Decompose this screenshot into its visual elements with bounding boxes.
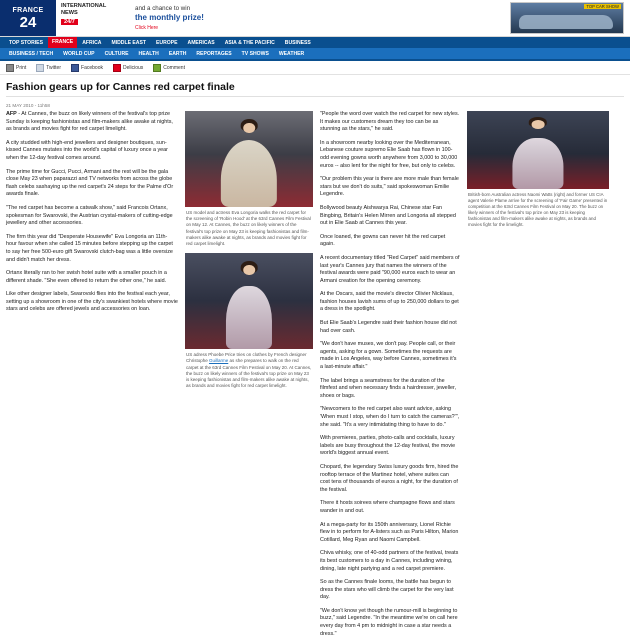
article-body — [0, 111, 630, 644]
paragraph: But Elie Saab's Legendre said their fashion house did not had over cash. — [320, 320, 457, 334]
paragraph: Bollywood beauty Aishwarya Rai, Chinese star Fan Bingbing, Britain's Helen Mirren and Longoria all stepped out in Elie Saab at Cannes this year. — [320, 204, 456, 227]
promo-banner[interactable] — [131, 0, 508, 36]
subnav-item-health[interactable]: HEALTH — [138, 50, 159, 57]
ad-image[interactable] — [510, 2, 624, 34]
paragraph: Ortanx literally ran to her swish hotel suite with a smaller pouch in a different shade. "She even offered to return the other one," he said. — [6, 270, 167, 284]
page-title: Fashion gears up for Cannes red carpet finale — [6, 81, 235, 93]
subnav-item-reportages[interactable]: REPORTAGES — [196, 50, 232, 57]
paragraph: "Our problem this year is there are more male than female stars but we don't do suits," said spokeswoman Emilie Legendre. — [320, 176, 459, 198]
promo-line-1: and a chance to win — [135, 4, 191, 12]
paragraph: The prime time for Gucci, Pucci, Armani and the rest will be the gala close May 23 when paparazzi and TV networks from across the globe flash celebs sashaying up the red carpet's 24 steps for the Palme d'Or awards finale. — [6, 168, 174, 198]
site-header — [0, 0, 630, 37]
eva-longoria-photo — [185, 111, 313, 207]
article-column-left — [6, 111, 178, 644]
logo-line-1: FRANCE — [12, 6, 44, 14]
paragraph: Chopard, the legendary Swiss luxury goods firm, hired the rooftop terrace of the Martinez hotel, where suites can cost tens of thousands of euros a night, for the duration of the festival. — [320, 463, 459, 493]
comment-label: Comment — [163, 64, 185, 71]
nav-item-business[interactable]: BUSINESS — [284, 39, 311, 46]
figure-phoebe-price — [185, 253, 313, 389]
nav-item-africa[interactable]: AFRICA — [82, 39, 102, 46]
nav-item-europe[interactable]: EUROPE — [156, 39, 178, 46]
face-shape — [243, 265, 255, 276]
delicious-button[interactable] — [113, 64, 143, 72]
agency-credit: AFP — [6, 111, 17, 117]
paragraph: A recent documentary titled "Red Carpet" said members of last year's Cannes jury that names the winners of the festival awards were paid "90,000 euros each to wear an Armani creation for the opening ceremony. — [320, 254, 460, 284]
channel-identity — [56, 0, 131, 36]
photo-caption — [185, 349, 313, 389]
channel-line-1: INTERNATIONAL — [61, 3, 107, 9]
nav-item-top-stories[interactable]: TOP STORIES — [9, 39, 43, 46]
gown-shape — [221, 140, 277, 207]
promo-click-here[interactable]: Click Here — [135, 24, 159, 31]
delicious-icon — [113, 64, 121, 72]
facebook-button[interactable] — [71, 64, 103, 72]
subnav-item-tv-shows[interactable]: TV SHOWS — [241, 50, 269, 57]
share-toolbar[interactable] — [0, 61, 630, 75]
logo-line-2: 24 — [19, 13, 37, 31]
ad-tag-label: TOP CAR SHOW — [586, 4, 619, 9]
ad-slot[interactable] — [508, 0, 630, 36]
paragraph: "People the word over watch the red carpet for new styles. It makes our customers dream they too can be as stunning as the stars," he said. — [320, 111, 460, 133]
figure-naomi-watts — [467, 111, 609, 228]
facebook-icon — [71, 64, 79, 72]
gown-shape — [512, 138, 563, 189]
printer-icon — [6, 64, 14, 72]
caption-prefix: US adress Phoebe Price tries on clothes by French designer Christophe — [186, 352, 307, 364]
paragraph: In a showroom nearby looking over the Mediterranean, Lebanese couture supremo Elie Saab has flown in 100-odd evening gowns worth anywhere from 3,000 to 30,000 euros -- also lent for the night for free, but only to celebs. — [320, 139, 458, 169]
site-logo[interactable] — [0, 0, 56, 36]
phoebe-price-photo — [185, 253, 313, 349]
primary-nav[interactable] — [0, 37, 630, 48]
subnav-item-weather[interactable]: WEATHER — [278, 50, 305, 57]
delicious-label: Delicious — [122, 64, 144, 71]
subnav-item-culture[interactable]: CULTURE — [104, 50, 129, 57]
channel-badge: 24/7 — [61, 19, 78, 25]
nav-item-asia-pacific[interactable]: ASIA & THE PACIFIC — [224, 39, 275, 46]
designer-link[interactable]: Guillarme — [209, 358, 229, 364]
subnav-item-earth[interactable]: EARTH — [168, 50, 187, 57]
promo-line-2: the monthly prize! — [135, 12, 204, 22]
paragraph: "We don't know yet though the rumour-mill is beginning to buzz," said Legendre. "In the meantime we're on call here every day from 4 pm to midnight in case a star needs a dress." — [320, 607, 458, 637]
divider — [6, 96, 624, 97]
photo-caption: US model and actress Eva Longoria walks the red carpet for the screening of 'Robin Hood' at the 63rd Cannes Film Festival on May 12. At Cannes, the buzz on likely winners of the festival's top prize on May 23 is keeping fashionistas and film-makers alike awake at nights, as brands and movies fight for red carpet limelight. — [186, 210, 311, 247]
face-shape — [243, 123, 255, 134]
paragraph: At the Oscars, said the movie's director Olivier Nicklaus, fashion houses lavish sums of up to 250,000 dollars to get a dress in the spotlight. — [320, 291, 459, 313]
article-column-right — [467, 111, 609, 644]
article-column-middle — [320, 111, 460, 644]
naomi-watts-photo — [467, 111, 609, 189]
paragraph: "We don't have muses, we don't pay. People call, or their agents, asking for a gown. Sometimes the requests are made in Los Angeles, way before Cannes, sometimes it's a last-minute affair." — [320, 341, 457, 371]
paragraph: The label brings a seamstress for the duration of the filmfest and when necessary finds a hairdresser, jeweller, shoes or bags. — [320, 377, 457, 399]
paragraph: The firm this year did "Desperate Housewife" Eva Longoria an 11th-hour favour when she called 15 minutes before stepping up the carpet to say her free 500-euro gift Swarovski clutch-bag was a little oversize and didn't match her dress. — [6, 233, 173, 263]
paragraph: Like other designer labels, Swarovski flies into the festival each year, setting up a showroom in one of the city's swankiest hotels where movie stars and celebs are offered jewels and accessories on loan. — [6, 291, 178, 313]
twitter-label: Twitter — [46, 64, 62, 71]
subnav-item-business-tech[interactable]: BUSINESS / TECH — [9, 50, 54, 57]
subnav-item-world-cup[interactable]: WORLD CUP — [63, 50, 95, 57]
paragraph-text: - At Cannes, the buzz on likely winners of the festival's top prize Sunday is keeping fashionistas and film-makers alike awake at nights, as brands and movies fight for red carpet limelight. — [6, 111, 173, 133]
facebook-label: Facebook — [81, 64, 103, 71]
nav-item-france[interactable]: FRANCE — [48, 37, 77, 48]
figure-eva-longoria — [185, 111, 313, 247]
article-dateline: 21 MAY 2010 - 11h58 — [6, 103, 50, 108]
paragraph: So as the Cannes finale looms, the battle has begun to dress the stars who will climb the carpet for the very last day. — [320, 579, 454, 601]
paragraph: "The red carpet has become a catwalk show," said Francois Ortanx, spokesman for Swarovski, the Austrian crystal-makers of cutting-edge jewellery and other accessories. — [6, 204, 173, 227]
car-shape-icon — [519, 15, 613, 29]
nav-item-americas[interactable]: AMERICAS — [187, 39, 215, 46]
article-column-photos — [185, 111, 313, 644]
twitter-icon — [36, 64, 44, 72]
paragraph: Once loaned, the gowns can never hit the red carpet again. — [320, 233, 446, 248]
paragraph: Chiva whisky, one of 40-odd partners of the festival, treats its best customers to a day in Cannes, including wining, dining, late night partying and a red carpet premiere. — [320, 550, 459, 572]
twitter-button[interactable] — [36, 64, 61, 72]
comment-button[interactable] — [153, 64, 185, 72]
paragraph: At a mega-party for its 150th anniversary, Lionel Richie flew in to perform for A-listers such as Paris Hilton, Marion Cotillard, Meg Ryan and Naomi Campbell. — [320, 521, 459, 543]
channel-line-2: NEWS — [61, 9, 78, 16]
comment-icon — [153, 64, 161, 72]
photo-caption: British-born Australian actress Naomi Watts (right) and former US CIA agent Valerie Plame arrive for the screening of 'Fair Game' presented in competition at the 63rd Cannes Film Festival on May 20. The buzz on likely winners of the festival's top prize on May 23 is keeping fashionistas and film-makers alike awake at nights, as brands and movies fight for the limelight. — [468, 192, 608, 227]
paragraph: With premieres, parties, photo-calls and cocktails, luxury labels are busy throughout the 12-day festival, the movie world's biggest annual event. — [320, 435, 456, 457]
paragraph — [6, 111, 178, 134]
caption-suffix: as she prepares to walk on the red carpet at the 63rd Cannes Film Festival on May 20. At Cannes, the buzz on likely winners of the festival's top prize on May 23 is keeping fashionistas and film-makers alike awake at nights, as brands and movies fight for red carpet limelight. — [186, 358, 312, 389]
secondary-nav[interactable] — [0, 48, 630, 61]
nav-item-middle-east[interactable]: MIDDLE EAST — [111, 39, 146, 46]
print-button[interactable] — [6, 64, 26, 72]
paragraph: "Newcomers to the red carpet also want advice, asking 'When must I stop, when do I turn to catch the cameras?'", she said. "It's a very intimidating thing to have to do." — [320, 406, 460, 428]
face-shape — [532, 120, 545, 129]
paragraph: A city studded with high-end jewellers and designer boutiques, sun-kissed Cannes mutates into the world's capital of luxury once a year when the 12-day festival comes around. — [6, 139, 168, 161]
gown-shape — [226, 286, 272, 349]
paragraph: There it hosts soirees where champagne flows and stars wander in and out. — [320, 500, 455, 514]
print-label: Print — [16, 64, 27, 71]
